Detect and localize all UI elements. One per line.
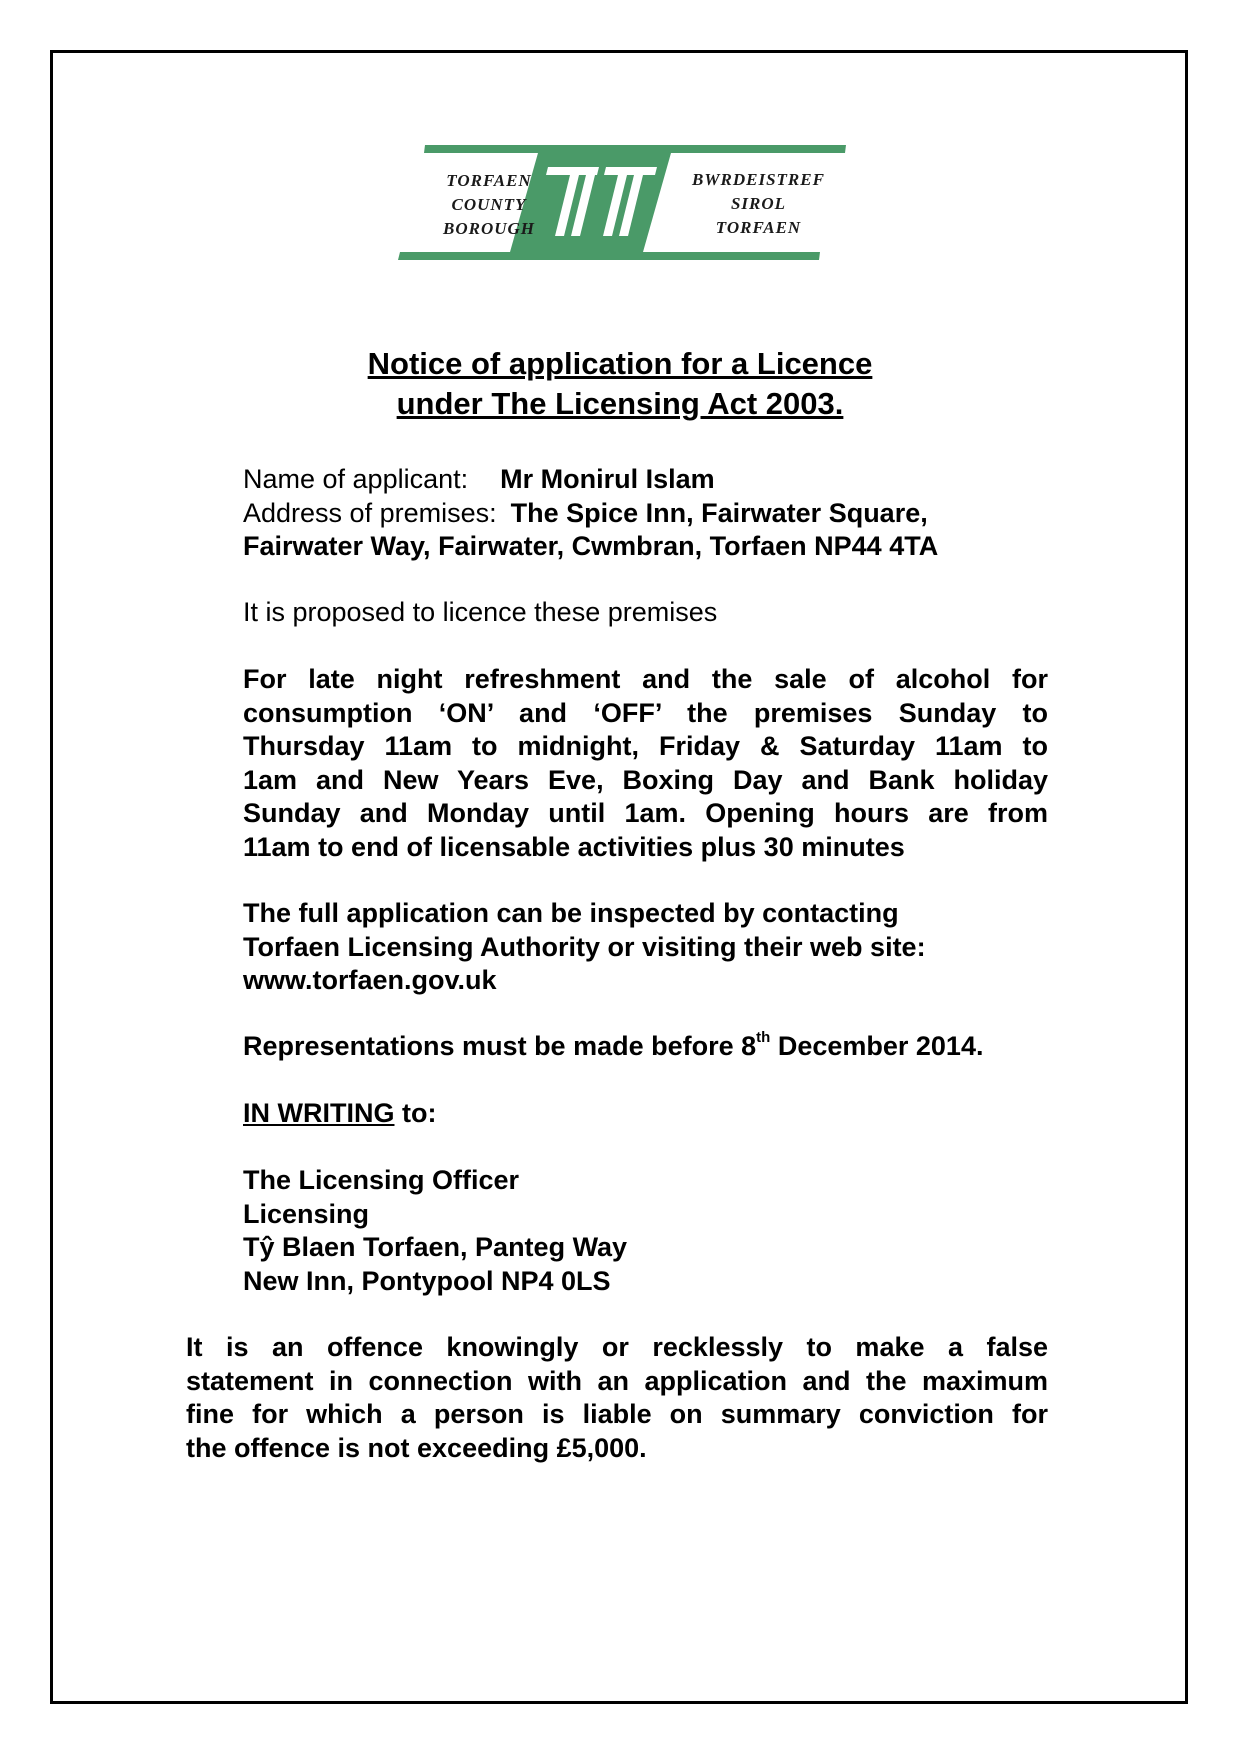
activities-line: 11am to end of licensable activities plus 30 minutes bbox=[243, 831, 905, 862]
offence-line: the offence is not exceeding £5,000. bbox=[186, 1432, 647, 1463]
deadline-ordinal: th bbox=[756, 1029, 771, 1046]
offence-line: It is an offence knowingly or recklessly to make a false bbox=[186, 1332, 1048, 1362]
title-line: Notice of application for a Licence bbox=[367, 346, 873, 381]
activities-line: For late night refreshment and the sale of alcohol for bbox=[243, 664, 1048, 694]
deadline-date: December 2014. bbox=[770, 1031, 984, 1061]
proposal-intro bbox=[243, 596, 1048, 630]
inspection-line: Torfaen Licensing Authority or visiting their web site: bbox=[243, 931, 926, 962]
in-writing-heading bbox=[243, 1097, 1048, 1131]
applicant-row bbox=[243, 463, 1048, 497]
logo-english-line: BOROUGH bbox=[442, 219, 535, 238]
applicant-name: Mr Monirul Islam bbox=[500, 464, 715, 494]
applicant-details bbox=[243, 463, 1048, 564]
premises-address-continued: Fairwater Way, Fairwater, Cwmbran, Torfaen NP44 4TA bbox=[243, 531, 939, 561]
offence-line: statement in connection with an application and the maximum bbox=[186, 1365, 1048, 1396]
logo-welsh-line: BWRDEISTREF bbox=[692, 170, 825, 189]
licensing-officer-address bbox=[243, 1164, 1048, 1298]
logo-welsh-text bbox=[686, 168, 831, 240]
activities-line: 1am and New Years Eve, Boxing Day and Bank holiday bbox=[243, 764, 1048, 795]
logo-welsh-line: SIROL bbox=[730, 194, 787, 213]
offence-line: fine for which a person is liable on summary conviction for bbox=[186, 1399, 1048, 1429]
activities-line: consumption ‘ON’ and ‘OFF’ the premises Sunday to bbox=[243, 697, 1048, 728]
logo-english-line: COUNTY bbox=[451, 195, 527, 214]
officer-address-line: The Licensing Officer bbox=[243, 1165, 520, 1195]
website-link[interactable]: www.torfaen.gov.uk bbox=[243, 965, 497, 995]
representations-deadline bbox=[243, 1030, 1048, 1064]
in-writing-suffix: to: bbox=[394, 1098, 437, 1128]
premises-address: The Spice Inn, Fairwater Square, bbox=[510, 497, 928, 528]
logo-english-text bbox=[420, 169, 558, 241]
licensable-activities bbox=[243, 663, 1048, 864]
in-writing-label: IN WRITING bbox=[243, 1098, 395, 1128]
premises-row bbox=[243, 497, 1048, 531]
offence-statement bbox=[186, 1331, 1048, 1465]
notice-title bbox=[240, 344, 1000, 424]
activities-line: Thursday 11am to midnight, Friday & Saturday 11am to bbox=[243, 731, 1048, 761]
proposal-intro-text: It is proposed to licence these premises bbox=[243, 597, 718, 627]
inspection-line: The full application can be inspected by contacting bbox=[243, 898, 899, 928]
deadline-text: Representations must be made before 8 bbox=[243, 1031, 757, 1061]
premises-label: Address of premises: bbox=[243, 497, 497, 528]
applicant-label: Name of applicant: bbox=[243, 464, 469, 494]
logo-english-line: TORFAEN bbox=[446, 171, 532, 190]
activities-line: Sunday and Monday until 1am. Opening hours are from bbox=[243, 798, 1048, 828]
officer-address-line: Licensing bbox=[243, 1198, 370, 1229]
officer-address-line: Tŷ Blaen Torfaen, Panteg Way bbox=[243, 1232, 628, 1262]
torfaen-council-logo bbox=[398, 145, 848, 263]
officer-address-line: New Inn, Pontypool NP4 0LS bbox=[243, 1265, 611, 1296]
inspection-info bbox=[243, 897, 1048, 998]
logo-welsh-line: TORFAEN bbox=[715, 218, 802, 237]
title-line: under The Licensing Act 2003. bbox=[396, 386, 844, 421]
